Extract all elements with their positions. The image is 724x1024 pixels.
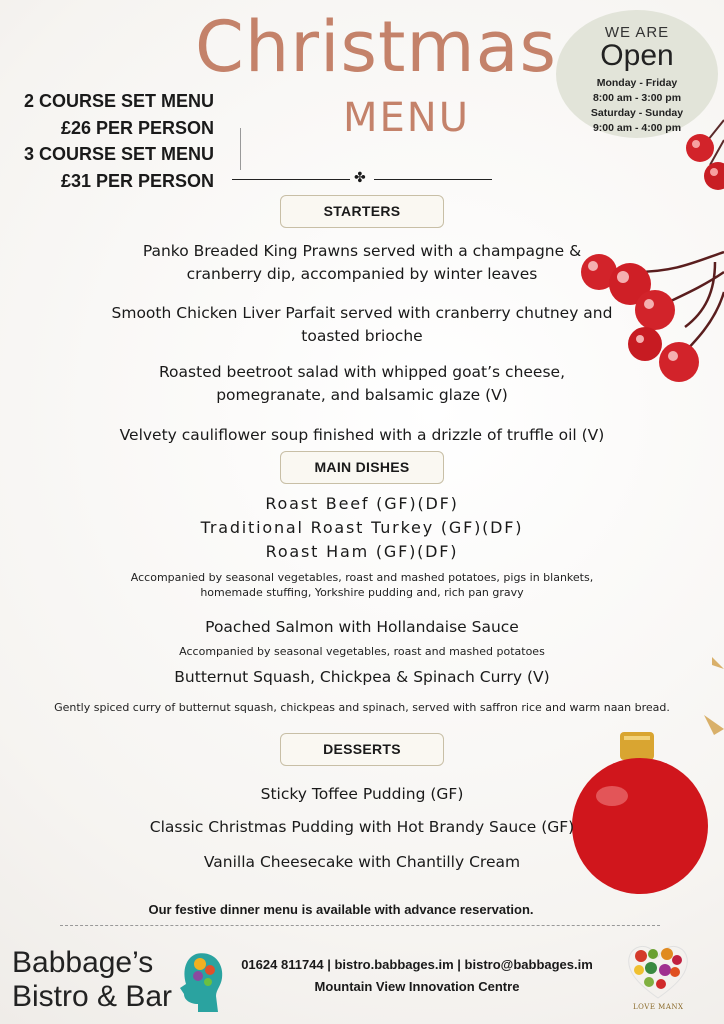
starter-item: Panko Breaded King Prawns served with a champagne & cranberry dip, accompanied by winter leaves <box>142 242 582 283</box>
hours-line: Saturday - Sunday <box>590 107 684 119</box>
brand-logo <box>12 946 172 1014</box>
opening-hours-badge <box>556 10 718 138</box>
address-line: Mountain View Innovation Centre <box>314 979 520 994</box>
starter-item: Velvety cauliflower soup finished with a drizzle of truffle oil (V) <box>119 426 605 444</box>
menu-subtitle: MENU <box>343 95 470 141</box>
starters-heading: STARTERS <box>280 195 444 228</box>
hours-line: 9:00 am - 4:00 pm <box>592 122 682 134</box>
set-menu-pricing <box>20 88 214 194</box>
brand-head-icon <box>176 948 226 1016</box>
ornament-divider <box>232 171 492 187</box>
we-are-label: WE ARE <box>604 24 670 41</box>
set-menu-line: £31 PER PERSON <box>60 170 214 191</box>
roasts-note: Accompanied by seasonal vegetables, roast and mashed potatoes, pigs in blankets, homemade stuffing, Yorkshire pudding and, rich pan gravy <box>130 571 594 599</box>
brand-name-line2: Bistro & Bar <box>12 980 173 1013</box>
hours-line: Monday - Friday <box>596 77 678 89</box>
divider <box>240 128 241 170</box>
opening-hours <box>556 76 718 136</box>
dessert-item: Vanilla Cheesecake with Chantilly Cream <box>203 853 521 871</box>
main-curry-item: Butternut Squash, Chickpea & Spinach Curry (V) <box>174 668 550 686</box>
brand-name-line1: Babbage’s <box>12 946 154 979</box>
curry-note: Gently spiced curry of butternut squash, chickpeas and spinach, served with saffron rice and warm naan bread. <box>54 701 670 714</box>
ornament-icon: ✤ <box>354 170 366 186</box>
main-salmon-item: Poached Salmon with Hollandaise Sauce <box>205 618 519 636</box>
main-roast-item: Roast Beef (GF)(DF) <box>265 494 459 513</box>
main-dishes-heading: MAIN DISHES <box>280 451 444 484</box>
main-roast-item: Roast Ham (GF)(DF) <box>265 542 459 561</box>
footer-divider <box>60 925 660 926</box>
contact-line: 01624 811744 | bistro.babbages.im | bistro@babbages.im <box>241 957 593 972</box>
love-manx-heart-icon <box>625 940 691 1002</box>
dessert-item: Sticky Toffee Pudding (GF) <box>260 785 464 803</box>
set-menu-line: 2 COURSE SET MENU <box>23 91 214 111</box>
love-manx-label: LOVE MANX <box>633 1003 684 1011</box>
open-label: Open <box>600 39 674 72</box>
main-roast-item: Traditional Roast Turkey (GF)(DF) <box>200 518 524 537</box>
starter-item: Roasted beetroot salad with whipped goat’s cheese, pomegranate, and balsamic glaze (V) <box>158 363 566 404</box>
set-menu-line: 3 COURSE SET MENU <box>23 144 214 164</box>
reservation-note: Our festive dinner menu is available with advance reservation. <box>148 902 534 917</box>
salmon-note: Accompanied by seasonal vegetables, roast and mashed potatoes <box>179 645 545 658</box>
set-menu-line: £26 PER PERSON <box>60 117 214 138</box>
dessert-item: Classic Christmas Pudding with Hot Brandy Sauce (GF) <box>149 818 575 836</box>
menu-title: Christmas <box>195 6 557 88</box>
contact-info <box>222 954 612 998</box>
star-decoration-icon <box>700 655 724 765</box>
desserts-heading: DESSERTS <box>280 733 444 766</box>
starter-item: Smooth Chicken Liver Parfait served with cranberry chutney and toasted brioche <box>111 304 613 345</box>
hours-line: 8:00 am - 3:00 pm <box>592 92 682 104</box>
